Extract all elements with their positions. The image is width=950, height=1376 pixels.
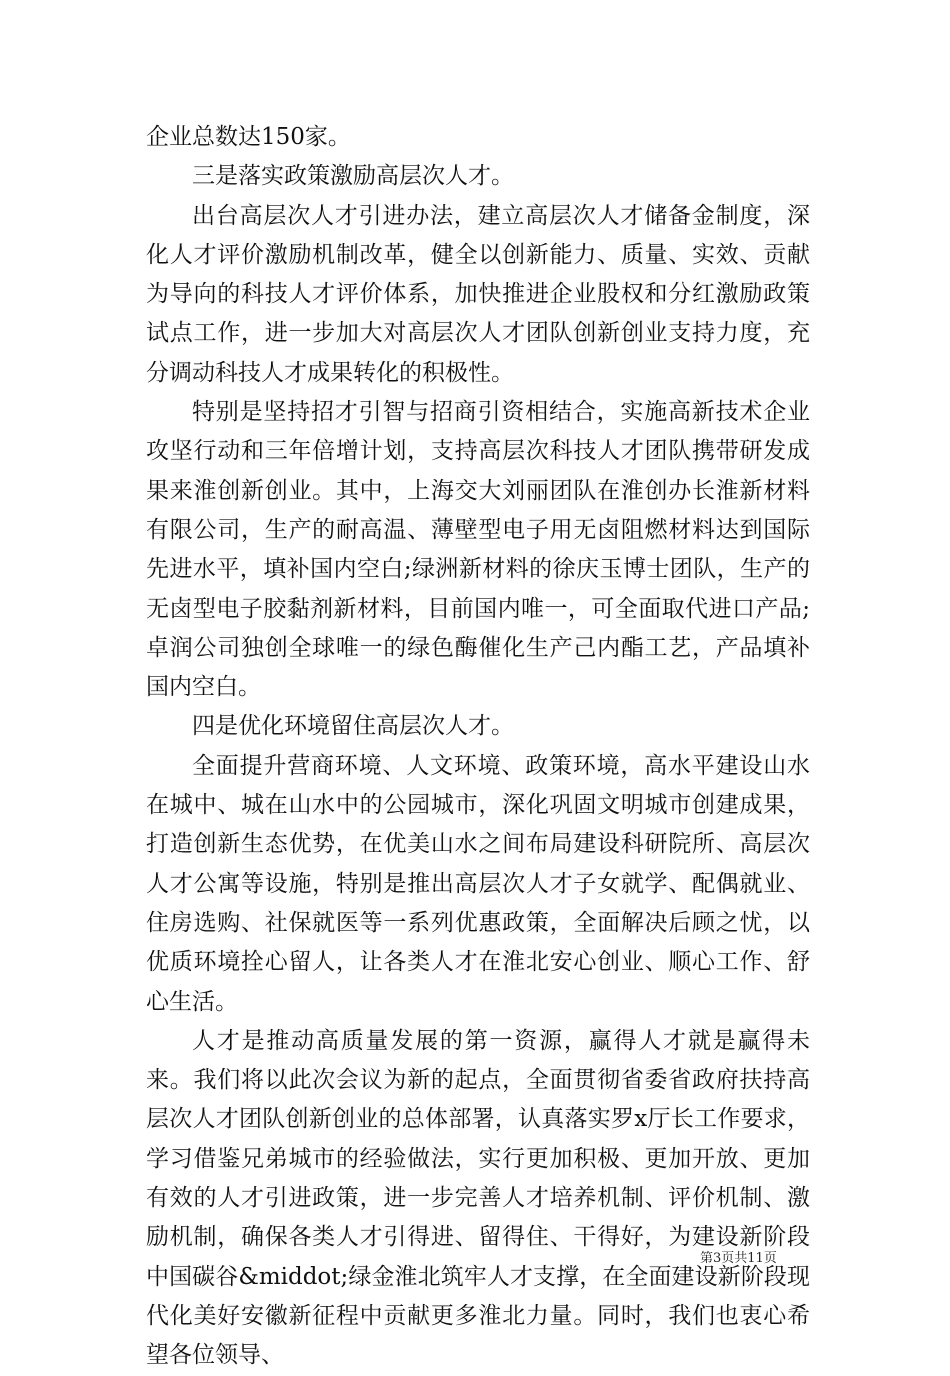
paragraph-6: 全面提升营商环境、人文环境、政策环境，高水平建设山水在城中、城在山水中的公园城市，深化巩固文明城市创建成果，打造创新生态优势，在优美山水之间布局建设科研院所、高层次人才公寓等设施，特别是推出高层次人才子女就学、配偶就业、住房选购、社保就医等一系列优惠政策，全面解决后顾之忧，以优质环境拴心留人，让各类人才在淮北安心创业、顺心工作、舒心生活。 — [146, 752, 810, 1015]
paragraph-5-heading: 四是优化环境留住高层次人才。 — [192, 713, 514, 740]
paragraph-7: 人才是推动高质量发展的第一资源，赢得人才就是赢得未来。我们将以此次会议为新的起点，全面贯彻省委省政府扶持高层次人才团队创新创业的总体部署，认真落实罗x厅长工作要求，学习借鉴兄弟城市的经验做法，实行更加积极、更加开放、更加有效的人才引进政策，进一步完善人才培养机制、评价机制、激励机制，确保各类人才引得进、留得住、干得好，为建设新阶段中国碳谷&middot;绿金淮北筑牢人才支撑，在全面建设新阶段现代化美好安徽新征程中贡献更多淮北力量。同时，我们也衷心希望各位领导、 — [146, 1027, 810, 1369]
paragraph-3: 出台高层次人才引进办法，建立高层次人才储备金制度，深化人才评价激励机制改革，健全以创新能力、质量、实效、贡献为导向的科技人才评价体系，加快推进企业股权和分红激励政策试点工作，进一步加大对高层次人才团队创新创业支持力度，充分调动科技人才成果转化的积极性。 — [146, 202, 810, 386]
page-number-footer: 第3页共11页 — [700, 1251, 777, 1266]
paragraph-4: 特别是坚持招才引智与招商引资相结合，实施高新技术企业攻坚行动和三年倍增计划，支持高层次科技人才团队携带研发成果来淮创新创业。其中，上海交大刘丽团队在淮创办长淮新材料有限公司，生产的耐高温、薄壁型电子用无卤阻燃材料达到国际先进水平，填补国内空白;绿洲新材料的徐庆玉博士团队，生产的无卤型电子胶黏剂新材料，目前国内唯一，可全面取代进口产品;卓润公司独创全球唯一的绿色酶催化生产己内酯工艺，产品填补国内空白。 — [146, 399, 810, 701]
paragraph-1: 企业总数达150家。 — [146, 124, 351, 150]
body-text — [146, 118, 810, 1376]
paragraph-2-heading: 三是落实政策激励高层次人才。 — [192, 163, 514, 190]
